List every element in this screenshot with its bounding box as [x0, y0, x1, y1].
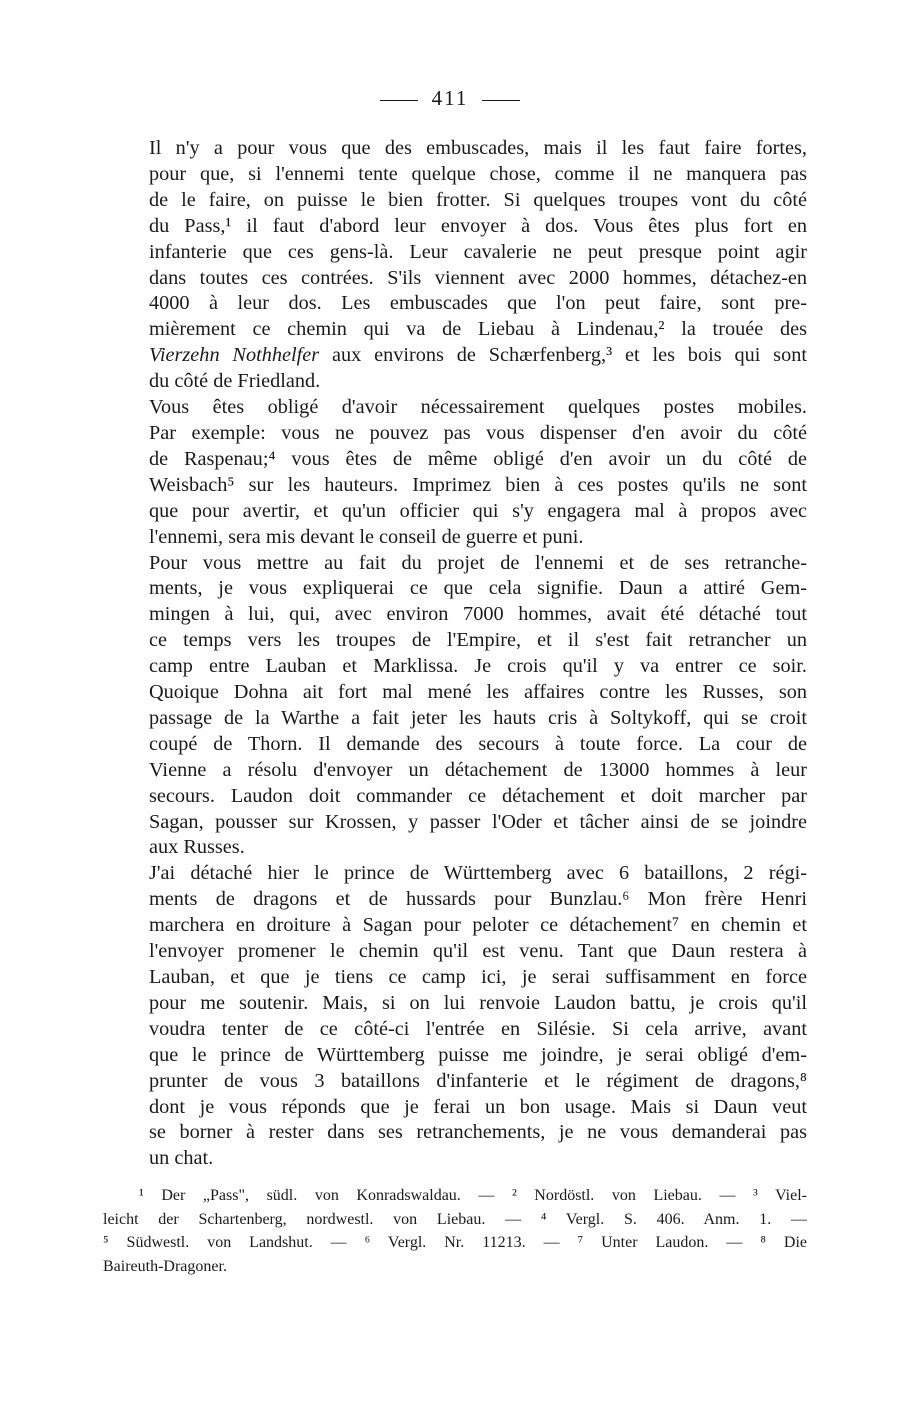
text-line: dont je vous réponds que je ferai un bon usage. Mais si Daun veut: [149, 1095, 807, 1118]
text-line: l'ennemi, sera mis devant le conseil de guerre et puni.: [149, 525, 584, 548]
text-line: un chat.: [149, 1147, 214, 1170]
text-line: J'ai détaché hier le prince de Württemberg avec 6 bataillons, 2 régi-: [149, 862, 807, 885]
footnote-line: ¹ Der „Pass", südl. von Konradswaldau. — ² Nordöstl. von Liebau. — ³ Viel-: [139, 1187, 807, 1204]
text-line: du Pass,¹ il faut d'abord leur envoyer à dos. Vous êtes plus fort en: [149, 214, 807, 237]
text-line: du côté de Friedland.: [149, 370, 321, 393]
text-line: Weisbach⁵ sur les hauteurs. Imprimez bien à ces postes qu'ils ne sont: [149, 473, 807, 496]
page-number: 411: [431, 86, 469, 110]
paragraph: [103, 136, 807, 395]
text-line: ce temps vers les troupes de l'Empire, et il s'est fait retrancher un: [149, 629, 807, 652]
paragraph: [103, 395, 807, 550]
text-line: mingen à lui, qui, avec environ 7000 hommes, avait été détaché tout: [149, 603, 807, 626]
text-line: prunter de vous 3 bataillons d'infanterie et le régiment de dragons,⁸: [149, 1069, 807, 1092]
text-line: que le prince de Württemberg puisse me joindre, je serai obligé d'em-: [149, 1043, 807, 1066]
text-line: pour me soutenir. Mais, si on lui renvoie Laudon battu, je crois qu'il: [149, 991, 807, 1014]
text-line: de le faire, on puisse le bien frotter. Si quelques troupes vont du côté: [149, 188, 807, 211]
italic-name: Vierzehn Nothhelfer: [149, 344, 320, 367]
text-line: camp entre Lauban et Marklissa. Je crois qu'il y va entrer ce soir.: [149, 655, 807, 678]
text-line: Sagan, pousser sur Krossen, y passer l'Oder et tâcher ainsi de se joindre: [149, 810, 807, 833]
text-line: voudra tenter de ce côté-ci l'entrée en Silésie. Si cela arrive, avant: [149, 1017, 807, 1040]
text-line: coupé de Thorn. Il demande des secours à toute force. La cour de: [149, 732, 807, 755]
text-line: passage de la Warthe a fait jeter les hauts cris à Soltykoff, qui se croit: [149, 706, 807, 729]
text-line: marchera en droiture à Sagan pour peloter ce détachement⁷ en chemin et: [149, 914, 807, 937]
text-line: dans toutes ces contrées. S'ils viennent avec 2000 hommes, détachez-en: [149, 266, 807, 289]
text-line: de Raspenau;⁴ vous êtes de même obligé d'en avoir un du côté de: [149, 447, 807, 470]
page-header: [0, 86, 900, 111]
body-text: [103, 136, 807, 1172]
text-line: infanterie que ces gens-là. Leur cavalerie ne peut presque point agir: [149, 240, 807, 263]
paragraph: [103, 861, 807, 1172]
text-line: l'envoyer promener le chemin qu'il est venu. Tant que Daun restera à: [149, 940, 807, 963]
footnote-line: ⁵ Südwestl. von Landshut. — ⁶ Vergl. Nr. 11213. — ⁷ Unter Laudon. — ⁸ Die: [103, 1234, 807, 1251]
text-line: secours. Laudon doit commander ce détachement et doit marcher par: [149, 784, 807, 807]
text-line: se borner à rester dans ses retranchements, je ne vous demanderai pas: [149, 1121, 807, 1144]
header-rule-right: [482, 100, 520, 101]
text-line: Quoique Dohna ait fort mal mené les affaires contre les Russes, son: [149, 681, 807, 704]
header-rule-left: [380, 100, 418, 101]
footnote-line: Baireuth-Dragoner.: [103, 1257, 227, 1275]
footnotes: [103, 1184, 807, 1278]
text-line: ments, je vous expliquerai ce que cela signifie. Daun a attiré Gem-: [149, 577, 807, 600]
text-line: pour que, si l'ennemi tente quelque chose, comme il ne manquera pas: [149, 162, 807, 185]
text-line: aux Russes.: [149, 836, 245, 859]
text-line: Vierzehn Nothhelfer aux environs de Schærfenberg,³ et les bois qui sont: [149, 344, 807, 367]
text-line: Il n'y a pour vous que des embuscades, mais il les faut faire fortes,: [149, 137, 807, 159]
text-line: Lauban, et que je tiens ce camp ici, je serai suffisamment en force: [149, 966, 807, 988]
text-line: 4000 à leur dos. Les embuscades que l'on peut faire, sont pre-: [149, 292, 807, 315]
text-line: Vous êtes obligé d'avoir nécessairement quelques postes mobiles.: [149, 396, 807, 419]
text-line: Par exemple: vous ne pouvez pas vous dispenser d'en avoir du côté: [149, 421, 807, 444]
text-line: Pour vous mettre au fait du projet de l'ennemi et de ses retranche-: [149, 551, 807, 574]
text-line: ments de dragons et de hussards pour Bunzlau.⁶ Mon frère Henri: [149, 888, 807, 911]
paragraph: [103, 551, 807, 862]
text-line: que pour avertir, et qu'un officier qui s'y engagera mal à propos avec: [149, 499, 807, 522]
text-line: mièrement ce chemin qui va de Liebau à Lindenau,² la trouée des: [149, 318, 807, 341]
text-line: Vienne a résolu d'envoyer un détachement de 13000 hommes à leur: [149, 758, 807, 781]
footnote-line: leicht der Schartenberg, nordwestl. von Liebau. — ⁴ Vergl. S. 406. Anm. 1. —: [103, 1210, 807, 1228]
